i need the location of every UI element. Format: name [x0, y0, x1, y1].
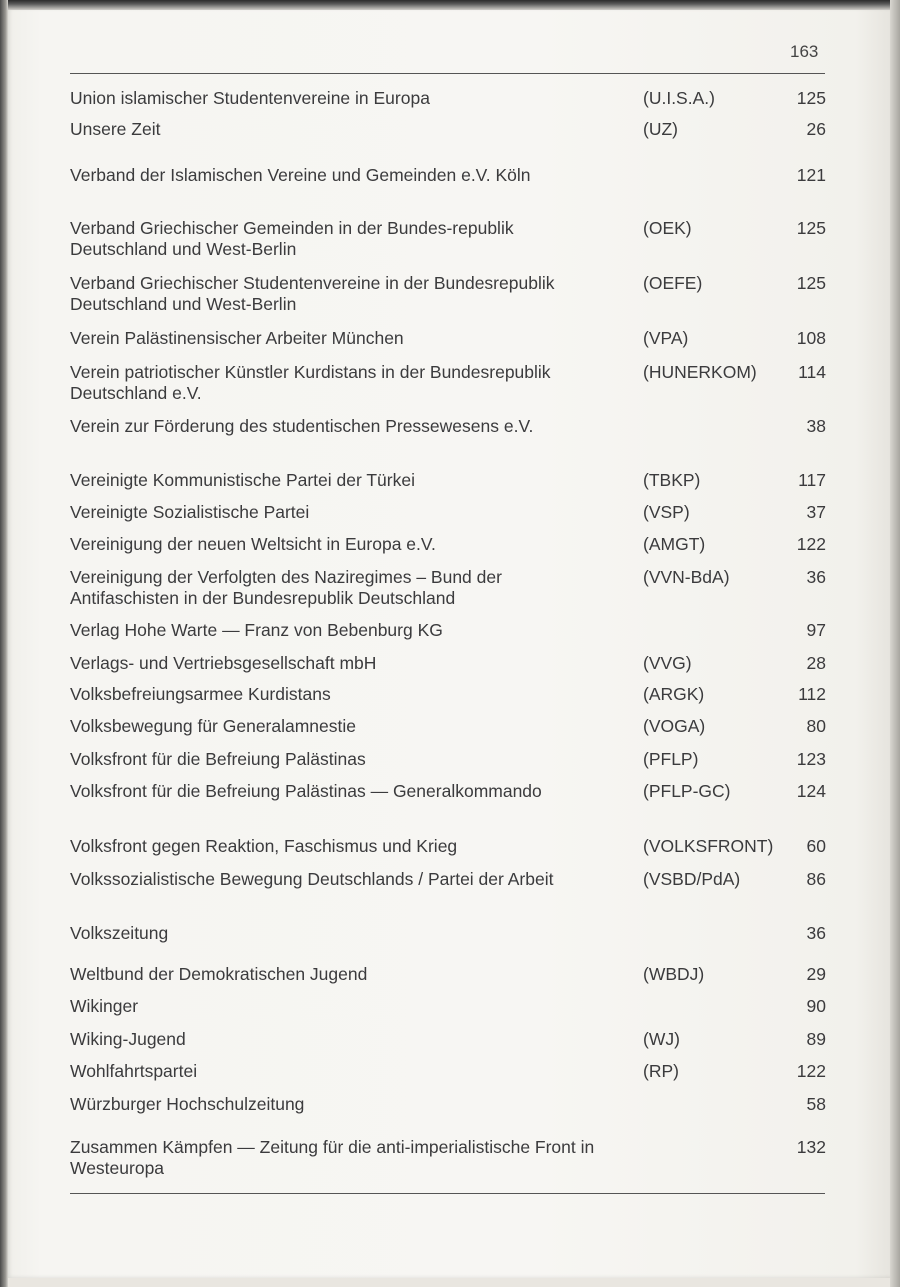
- bottom-rule: [70, 1193, 825, 1194]
- entry-page: 29: [806, 964, 826, 984]
- entry-page: 112: [798, 684, 826, 704]
- entry-abbreviation: (RP): [643, 1061, 679, 1081]
- entry-name: Verband Griechischer Gemeinden in der Bundes-republik Deutschland und West-Berlin: [70, 218, 514, 259]
- entry-abbreviation: (HUNERKOM): [643, 362, 757, 382]
- entry-abbreviation: (U.I.S.A.): [643, 88, 715, 108]
- entry-abbreviation: (VSP): [643, 502, 690, 522]
- entry-abbreviation: (PFLP-GC): [643, 781, 731, 801]
- entry-abbreviation: (AMGT): [643, 534, 706, 554]
- entry-page: 90: [806, 996, 826, 1016]
- entry-name: Verein Palästinensischer Arbeiter München: [70, 328, 404, 348]
- entry-name: Volksbefreiungsarmee Kurdistans: [70, 684, 331, 704]
- entry-page: 125: [796, 218, 826, 238]
- entry-page: 36: [806, 567, 826, 587]
- entry-abbreviation: (VOGA): [643, 716, 706, 736]
- entry-page: 58: [806, 1094, 826, 1114]
- entry-abbreviation: (VOLKSFRONT): [643, 836, 774, 856]
- entry-abbreviation: (OEFE): [643, 273, 703, 293]
- scan-top-edge: [0, 0, 900, 10]
- entry-abbreviation: (PFLP): [643, 749, 699, 769]
- entry-page: 122: [796, 534, 826, 554]
- entry-name: Union islamischer Studentenvereine in Europa: [70, 88, 430, 108]
- entry-page: 86: [806, 869, 826, 889]
- entry-abbreviation: (VVN-BdA): [643, 567, 730, 587]
- entry-page: 60: [806, 836, 826, 856]
- entry-name: Würzburger Hochschulzeitung: [70, 1094, 305, 1114]
- entry-name: Weltbund der Demokratischen Jugend: [70, 964, 368, 984]
- scan-left-edge: [0, 0, 8, 1287]
- entry-page: 108: [796, 328, 826, 348]
- entry-page: 125: [796, 273, 826, 293]
- entry-abbreviation: (TBKP): [643, 470, 701, 490]
- top-rule: [70, 73, 825, 74]
- entry-page: 123: [796, 749, 826, 769]
- entry-abbreviation: (ARGK): [643, 684, 705, 704]
- entry-name: Vereinigung der Verfolgten des Naziregimes – Bund der Antifaschisten in der Bundesrepublik Deutschland: [70, 567, 502, 608]
- entry-page: 89: [806, 1029, 826, 1049]
- entry-name: Verein zur Förderung des studentischen Pressewesens e.V.: [70, 416, 534, 436]
- entry-name: Verband Griechischer Studentenvereine in der Bundesrepublik Deutschland und West-Berlin: [70, 273, 555, 314]
- entry-abbreviation: (OEK): [643, 218, 692, 238]
- entry-name: Verein patriotischer Künstler Kurdistans in der Bundesrepublik Deutschland e.V.: [70, 362, 551, 403]
- entry-abbreviation: (VPA): [643, 328, 689, 348]
- entry-name: Volkssozialistische Bewegung Deutschlands / Partei der Arbeit: [70, 869, 554, 889]
- entry-page: 132: [796, 1137, 826, 1157]
- entry-name: Volksfront gegen Reaktion, Faschismus und Krieg: [70, 836, 458, 856]
- entry-name: Volksfront für die Befreiung Palästinas — Generalkommando: [70, 781, 542, 801]
- entry-name: Verlag Hohe Warte — Franz von Bebenburg KG: [70, 620, 443, 640]
- scan-right-edge: [890, 0, 900, 1287]
- entry-name: Wohlfahrtspartei: [70, 1061, 198, 1081]
- entry-page: 26: [806, 119, 826, 139]
- page-number: 163: [790, 42, 819, 61]
- entry-page: 37: [806, 502, 826, 522]
- entry-page: 97: [806, 620, 826, 640]
- entry-name: Vereinigung der neuen Weltsicht in Europa e.V.: [70, 534, 436, 554]
- entry-name: Volkszeitung: [70, 923, 169, 943]
- entry-page: 114: [798, 362, 826, 382]
- entry-abbreviation: (VVG): [643, 653, 692, 673]
- entry-name: Unsere Zeit: [70, 119, 161, 139]
- entry-abbreviation: (WJ): [643, 1029, 680, 1049]
- entry-name: Wikinger: [70, 996, 139, 1016]
- entry-page: 124: [796, 781, 826, 801]
- entry-page: 38: [806, 416, 826, 436]
- entry-page: 80: [806, 716, 826, 736]
- entry-name: Wiking-Jugend: [70, 1029, 186, 1049]
- entry-page: 28: [806, 653, 826, 673]
- entry-abbreviation: (UZ): [643, 119, 678, 139]
- entry-page: 121: [796, 165, 826, 185]
- entry-name: Volksfront für die Befreiung Palästinas: [70, 749, 366, 769]
- entry-name: Vereinigte Sozialistische Partei: [70, 502, 310, 522]
- entry-abbreviation: (WBDJ): [643, 964, 705, 984]
- entry-page: 36: [806, 923, 826, 943]
- book-page: [6, 8, 891, 1278]
- entry-abbreviation: (VSBD/PdA): [643, 869, 741, 889]
- entry-name: Zusammen Kämpfen — Zeitung für die anti-imperialistische Front in Westeuropa: [70, 1137, 595, 1178]
- entry-name: Verband der Islamischen Vereine und Gemeinden e.V. Köln: [70, 165, 531, 185]
- entry-page: 125: [796, 88, 826, 108]
- entry-name: Volksbewegung für Generalamnestie: [70, 716, 357, 736]
- entry-page: 122: [796, 1061, 826, 1081]
- entry-name: Verlags- und Vertriebsgesellschaft mbH: [70, 653, 377, 673]
- entry-name: Vereinigte Kommunistische Partei der Türkei: [70, 470, 415, 490]
- entry-page: 117: [798, 470, 826, 490]
